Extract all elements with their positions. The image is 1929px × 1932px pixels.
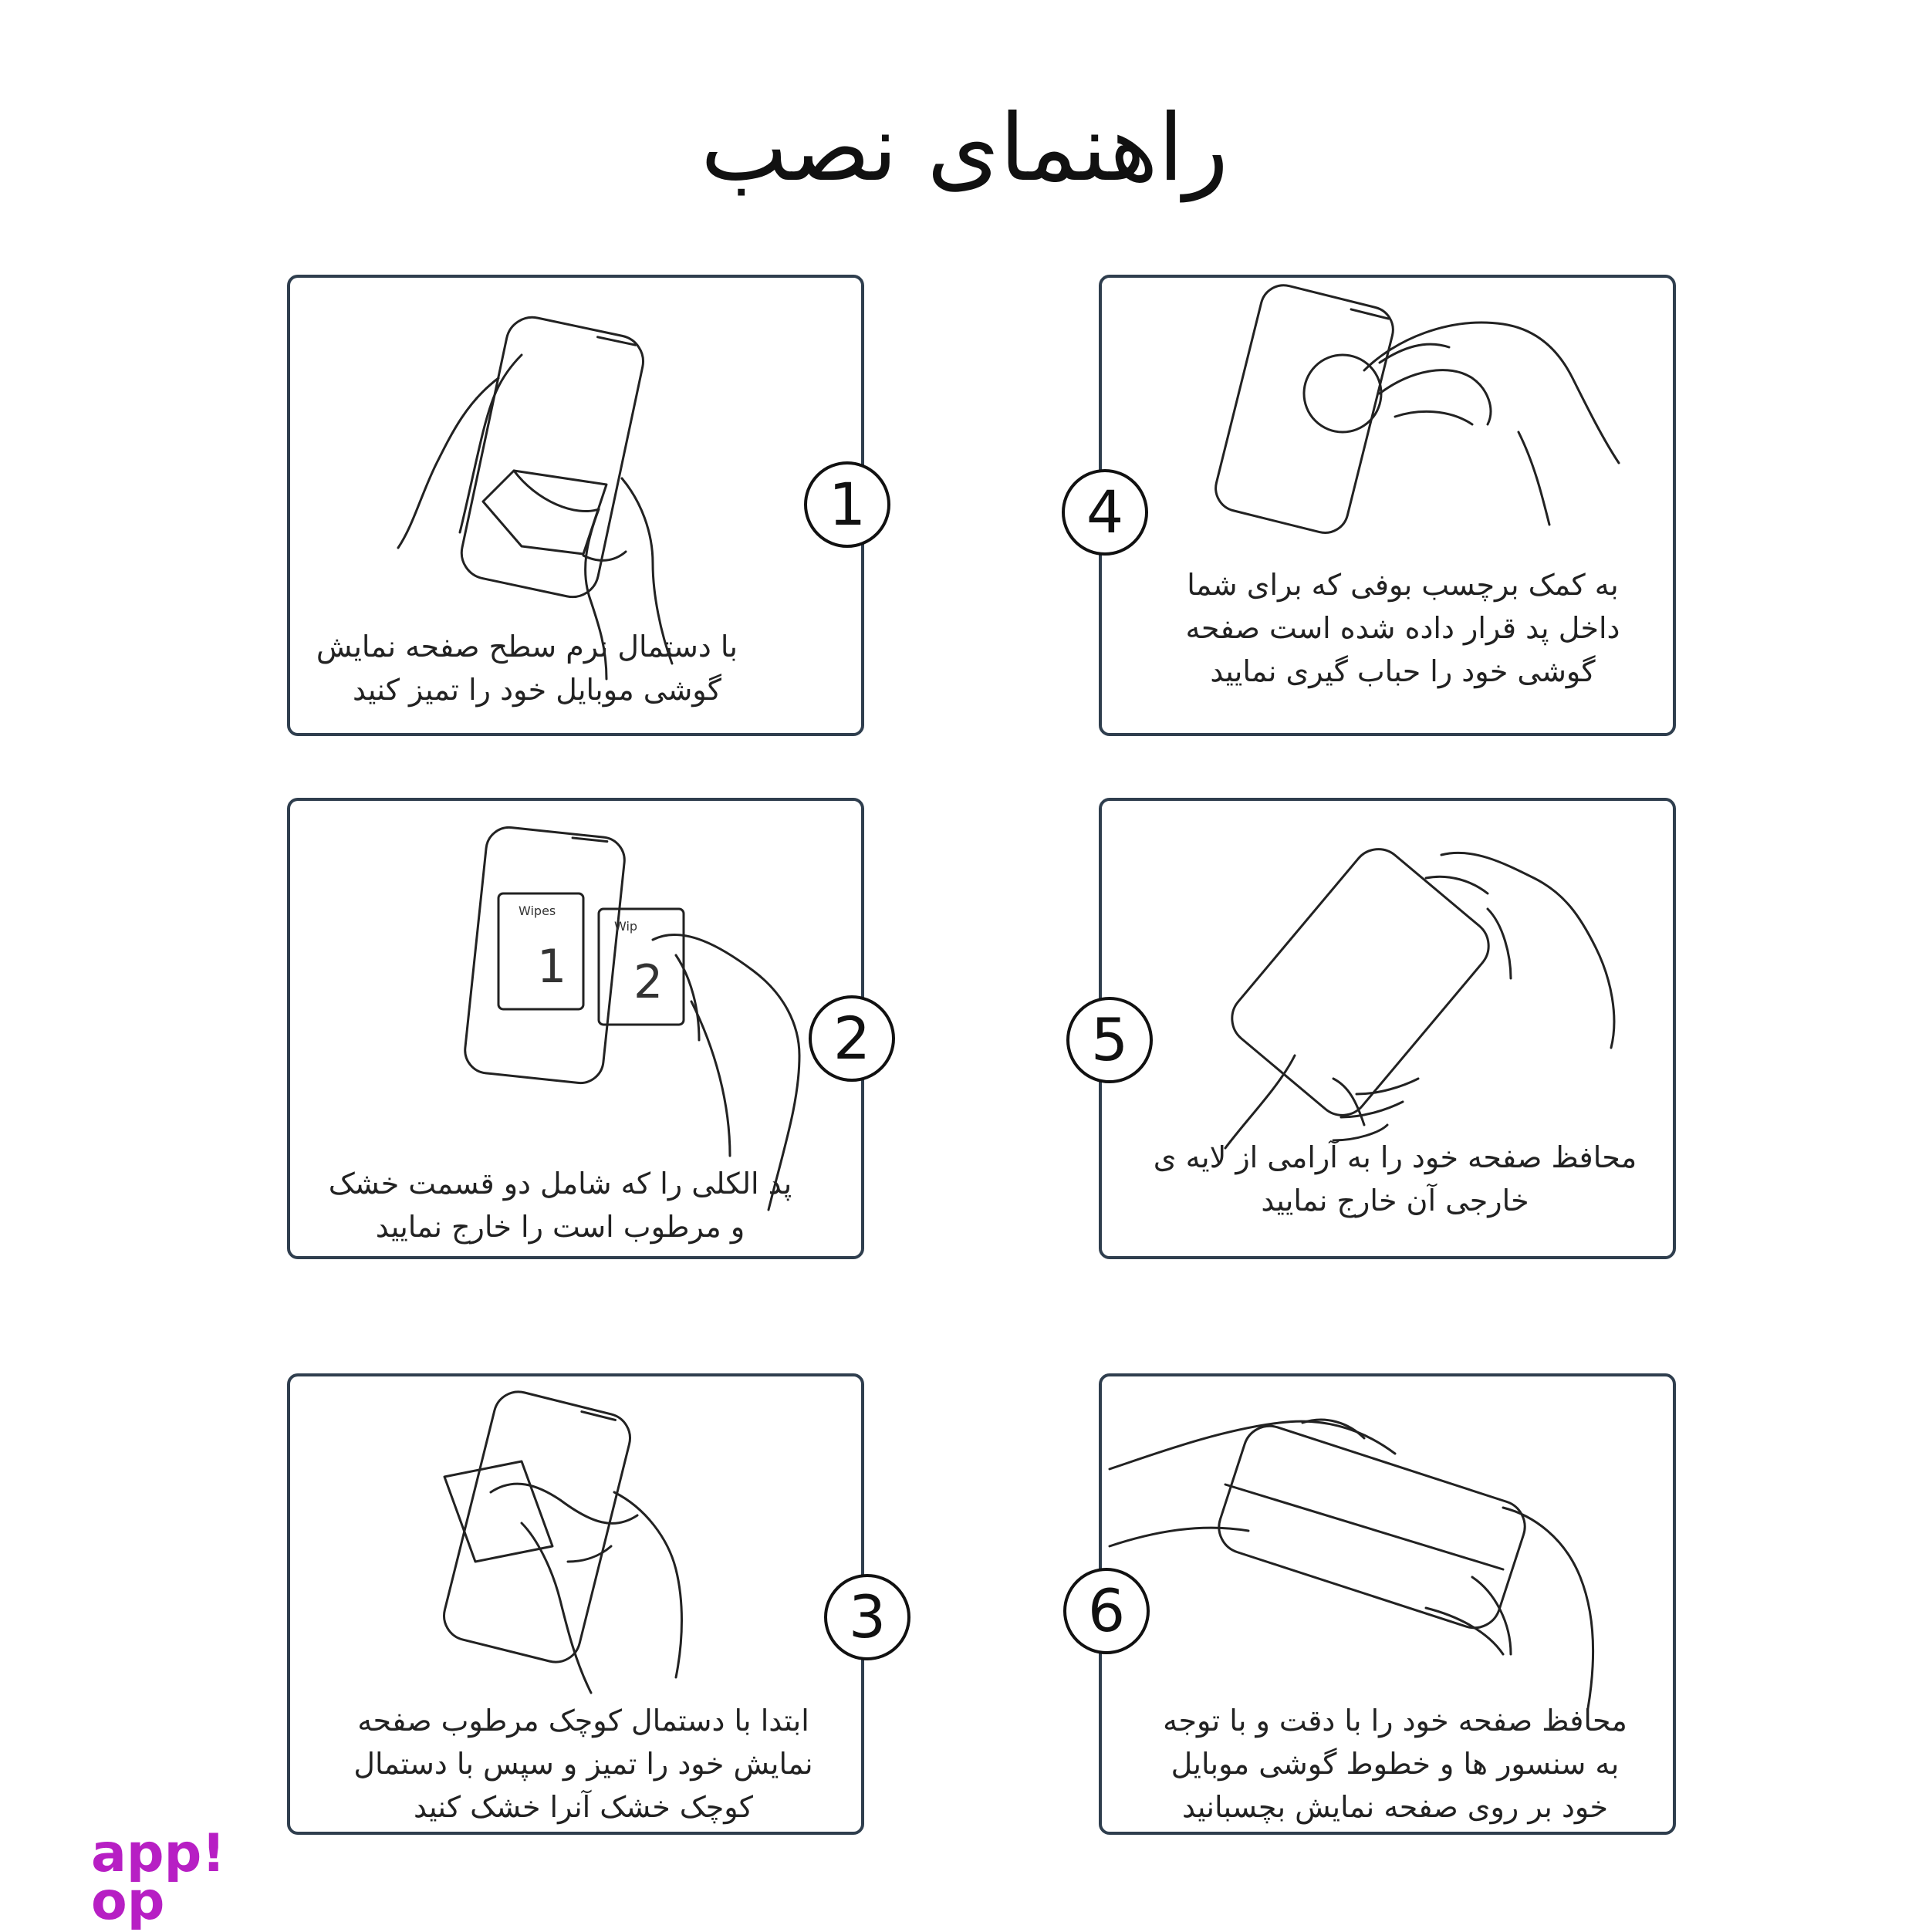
pad-number-2: 2 <box>633 955 664 1009</box>
step-caption: ابتدا با دستمال کوچک مرطوب صفحه نمایش خود را تمیز و سپس با دستمال کوچک خشک آنرا خشک کنید <box>353 1704 813 1824</box>
brand-watermark-logo: app! op <box>91 1823 226 1932</box>
step-card-2 <box>287 798 871 1259</box>
step-number-badge: 2 <box>809 995 895 1082</box>
step-card-6 <box>1087 1373 1676 1835</box>
step-caption: محافظ صفحه خود را با دقت و با توجه به سنسور ها و خطوط گوشی موبایل خود بر روی صفحه نمایش بچسبانید <box>1163 1704 1627 1824</box>
step-card-5 <box>1090 798 1676 1259</box>
step-number-badge: 6 <box>1063 1568 1150 1654</box>
pad-label-wipes: Wipes <box>519 904 556 918</box>
pad-number-1: 1 <box>537 940 567 994</box>
pad-label-wip: Wip <box>614 919 638 934</box>
step-caption: با دستمال نرم سطح صفحه نمایش گوشی موبایل خود را تمیز کنید <box>316 630 738 707</box>
step-number-badge: 3 <box>824 1574 910 1660</box>
step-caption: به کمک برچسب بوفی که برای شما داخل پد قرار داده شده است صفحه گوشی خود را حباب گیری نمایید <box>1185 568 1620 688</box>
page-title: راهنمای نصب <box>700 95 1229 202</box>
step-caption: محافظ صفحه خود را به آرامی از لایه ی خارجی آن خارج نمایید <box>1153 1140 1637 1218</box>
step-card-3 <box>287 1373 887 1835</box>
step-number-badge: 1 <box>804 461 890 548</box>
step-number-badge: 5 <box>1066 997 1153 1083</box>
step-caption: پد الکلی را که شامل دو قسمت خشک و مرطوب است را خارج نمایید <box>328 1167 792 1244</box>
step-card-1 <box>287 275 867 736</box>
step-number-badge: 4 <box>1062 469 1148 556</box>
step-card-4 <box>1086 275 1676 736</box>
